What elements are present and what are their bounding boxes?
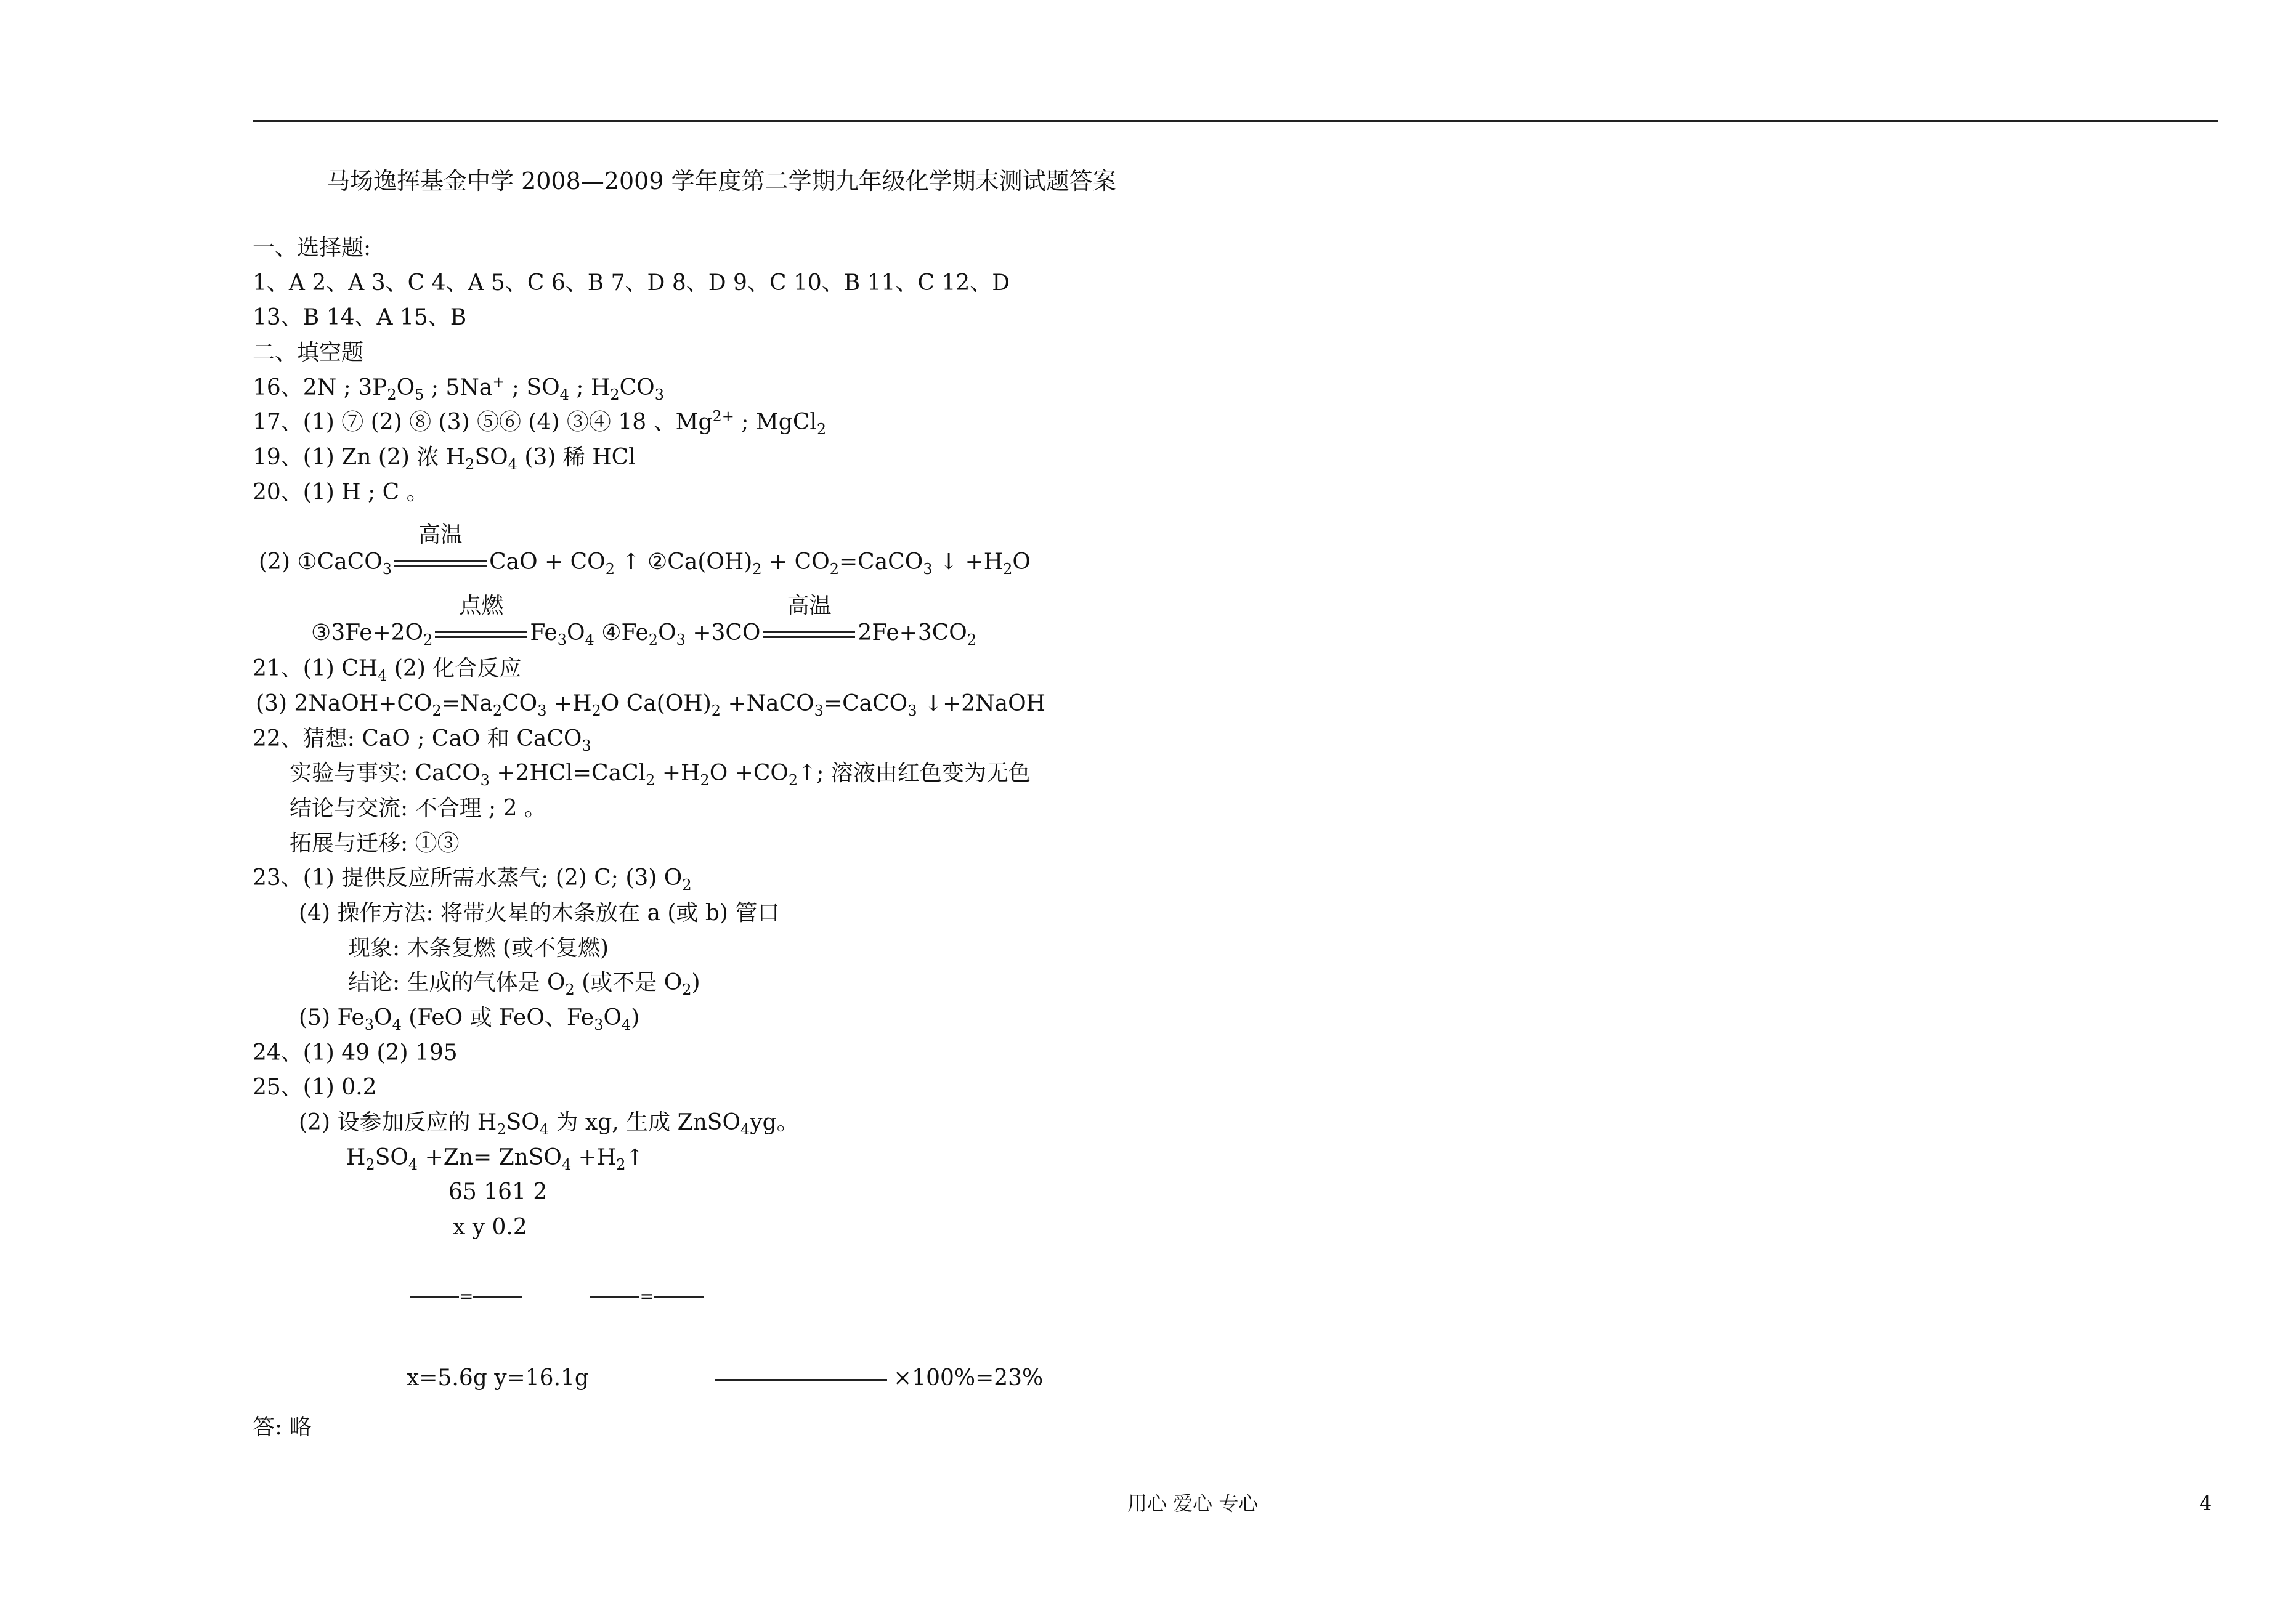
answer-22-extension: 拓展与迁移: ①③ — [290, 831, 460, 856]
answer-25-2: (2) 设参加反应的 $H_2SO_4$ 为 xg, 生成 ZnSO$_4$yg。 — [299, 1110, 799, 1139]
answer-17-18: 17、(1) ⑦ (2) ⑧ (3) ⑤⑥ (4) ③④ 18 、$Mg^{2+}$ ; MgCl$_2$ — [253, 408, 827, 439]
unknown-row: x y 0.2 — [453, 1215, 527, 1240]
answer-23: 23、(1) 提供反应所需水蒸气; (2) C; (3) $O_2$ — [253, 865, 692, 894]
answer-22: 22、猜想: CaO ; CaO 和 CaCO$_3$ — [253, 726, 591, 755]
page-number: 4 — [2199, 1492, 2212, 1515]
answer-23-method: (4) 操作方法: 将带火星的木条放在 a (或 b) 管口 — [299, 900, 780, 926]
equation-line-1: (2) ①CaCO$_3$ 高温 CaO + $CO_2$ ↑ $②Ca(OH)_2$ + $CO_2=CaCO_3$ ↓ $+H_2O$ — [259, 522, 1031, 578]
answer-25-result: x=5.6g y=16.1g — [407, 1365, 589, 1391]
choice-answers-line-1: 1、A 2、A 3、C 4、A 5、C 6、B 7、D 8、D 9、C 10、B 11、C 12、D — [253, 270, 1010, 296]
condition-high-temp: 高温 — [392, 551, 489, 573]
answer-19: 19、(1) Zn (2) 浓 $H_2SO_4$ (3) 稀 HCl — [253, 445, 636, 474]
section-fill-heading: 二、填空题 — [253, 340, 364, 365]
page-title: 马场逸挥基金中学 2008—2009 学年度第二学期九年级化学期末测试题答案 — [327, 168, 1116, 195]
answer-25: 25、(1) 0.2 — [253, 1075, 377, 1100]
answer-21: 21、(1) $CH_4$ (2) 化合反应 — [253, 656, 522, 685]
answer-23-conclusion: 结论: 生成的气体是 $O_2$ (或不是 $O_2$) — [348, 970, 700, 999]
answer-23-phenomenon: 现象: 木条复燃 (或不复燃) — [348, 936, 609, 961]
answer-24: 24、(1) 49 (2) 195 — [253, 1040, 458, 1065]
header-rule — [253, 120, 2218, 122]
section-choice-heading: 一、选择题: — [253, 235, 371, 261]
footer-motto: 用心 爱心 专心 — [1127, 1492, 1259, 1515]
answer-16: 16、2N ; $3P_2O_5$ ; 5Na+ ; $SO_4$ ; $H_2CO_3$ — [253, 373, 664, 404]
condition-ignite: 点燃 — [432, 622, 530, 644]
equation-line-2: $③3Fe+2O_2$ 点燃 $Fe_3O_4$ $④Fe_2O_3 +3CO$ 高温 $2Fe+3CO_2$ — [311, 593, 977, 649]
condition-high-temp-2: 高温 — [760, 622, 858, 644]
answer-21-3: (3) $2NaOH+CO_2=Na_2CO_3 +H_2O$ $Ca(OH)_2$ +NaCO$_3$=CaCO$_3$ ↓+2NaOH — [256, 691, 1046, 720]
choice-answers-line-2: 13、B 14、A 15、B — [253, 305, 467, 330]
reaction-equation: $H_2SO_4 +Zn=$ ZnSO$_4$ $+H_2↑$ — [346, 1145, 644, 1174]
answer-22-experiment: 实验与事实: CaCO$_3$ +2HCl=CaCl$_2$ $+H_2O$ $+CO_2↑$; 溶液由红色变为无色 — [290, 761, 1031, 790]
final-answer: 答: 略 — [253, 1415, 312, 1440]
answer-22-conclusion: 结论与交流: 不合理 ; 2 。 — [290, 796, 546, 821]
proportion-equations: = = — [410, 1284, 704, 1306]
mass-fraction-result: ×100%=23% — [715, 1367, 1043, 1389]
molar-mass-row: 65 161 2 — [448, 1179, 548, 1205]
answer-23-5: (5) $Fe_3O_4$ (FeO 或 FeO、$Fe_3O_4$) — [299, 1005, 640, 1034]
answer-20: 20、(1) H ; C 。 — [253, 480, 429, 505]
